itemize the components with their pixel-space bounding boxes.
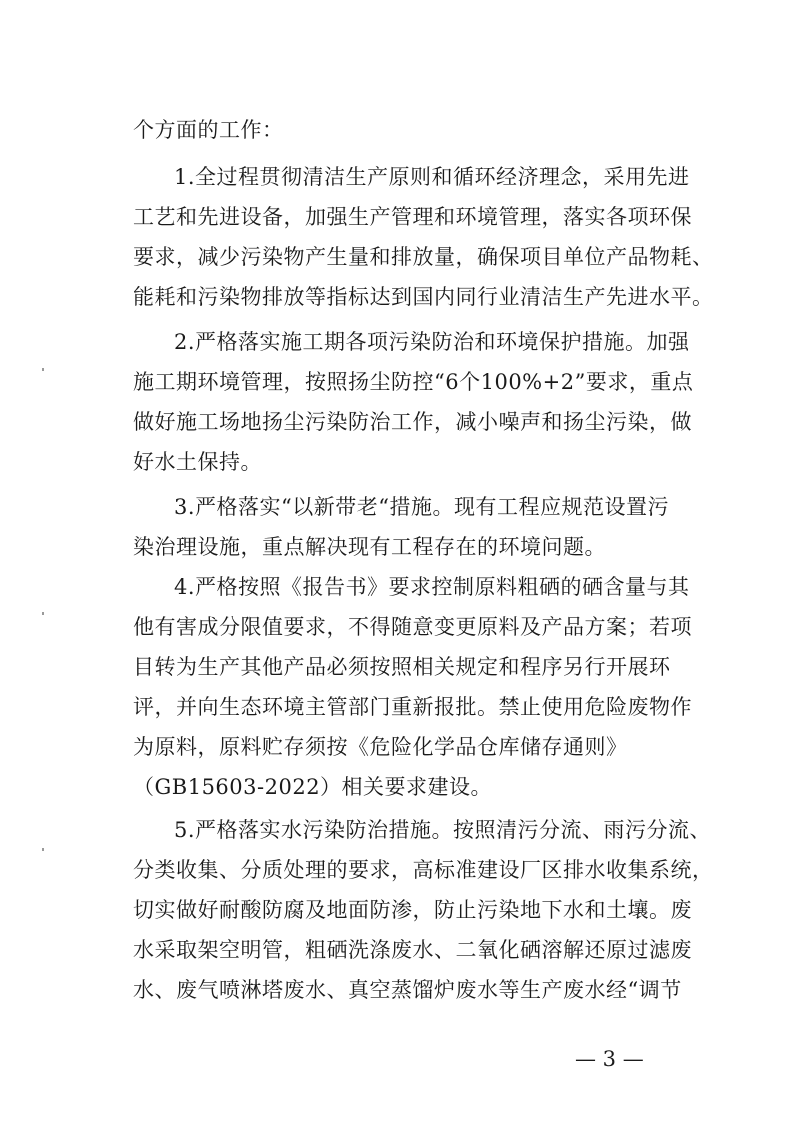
text-line: 5.严格落实水污染防治措施。按照清污分流、雨污分流、 — [174, 818, 712, 842]
scan-mark — [42, 612, 44, 615]
page-number: — 3 — — [575, 1047, 644, 1071]
text-line: 施工期环境管理，按照扬尘防控“6个100%+2”要求，重点 — [133, 370, 694, 394]
text-line: 分类收集、分质处理的要求，高标准建设厂区排水收集系统， — [133, 858, 714, 882]
text-line: 工艺和先进设备，加强生产管理和环境管理，落实各项环保 — [133, 205, 692, 229]
text-line: 染治理设施，重点解决现有工程存在的环境问题。 — [133, 535, 606, 559]
text-line: 切实做好耐酸防腐及地面防渗，防止污染地下水和土壤。废 — [133, 898, 692, 922]
text-line: 1.全过程贯彻清洁生产原则和循环经济理念，采用先进 — [174, 165, 690, 189]
text-line: 好水土保持。 — [133, 450, 262, 474]
text-line: 评，并向生态环境主管部门重新报批。禁止使用危险废物作 — [133, 695, 692, 719]
text-line: 做好施工场地扬尘污染防治工作，减小噪声和扬尘污染，做 — [133, 410, 692, 434]
text-line: 3.严格落实“以新带老“措施。现有工程应规范设置污 — [174, 495, 670, 519]
text-line: 为原料，原料贮存须按《危险化学品仓库储存通则》 — [133, 735, 628, 759]
text-line: 个方面的工作： — [133, 118, 284, 142]
text-line: 水采取架空明管，粗硒洗涤废水、二氧化硒溶解还原过滤废 — [133, 938, 692, 962]
scan-mark — [42, 848, 44, 851]
text-line: 4.严格按照《报告书》要求控制原料粗硒的硒含量与其 — [174, 575, 690, 599]
text-line: （GB15603-2022）相关要求建设。 — [133, 775, 493, 799]
text-line: 目转为生产其他产品必须按照相关规定和程序另行开展环 — [133, 655, 671, 679]
text-line: 他有害成分限值要求，不得随意变更原料及产品方案；若项 — [133, 615, 692, 639]
scan-mark — [42, 368, 44, 371]
text-line: 2.严格落实施工期各项污染防治和环境保护措施。加强 — [174, 330, 690, 354]
text-line: 要求，减少污染物产生量和排放量，确保项目单位产品物耗、 — [133, 245, 714, 269]
text-line: 能耗和污染物排放等指标达到国内同行业清洁生产先进水平。 — [133, 285, 714, 309]
text-line: 水、废气喷淋塔废水、真空蒸馏炉废水等生产废水经“调节 — [133, 978, 682, 1002]
